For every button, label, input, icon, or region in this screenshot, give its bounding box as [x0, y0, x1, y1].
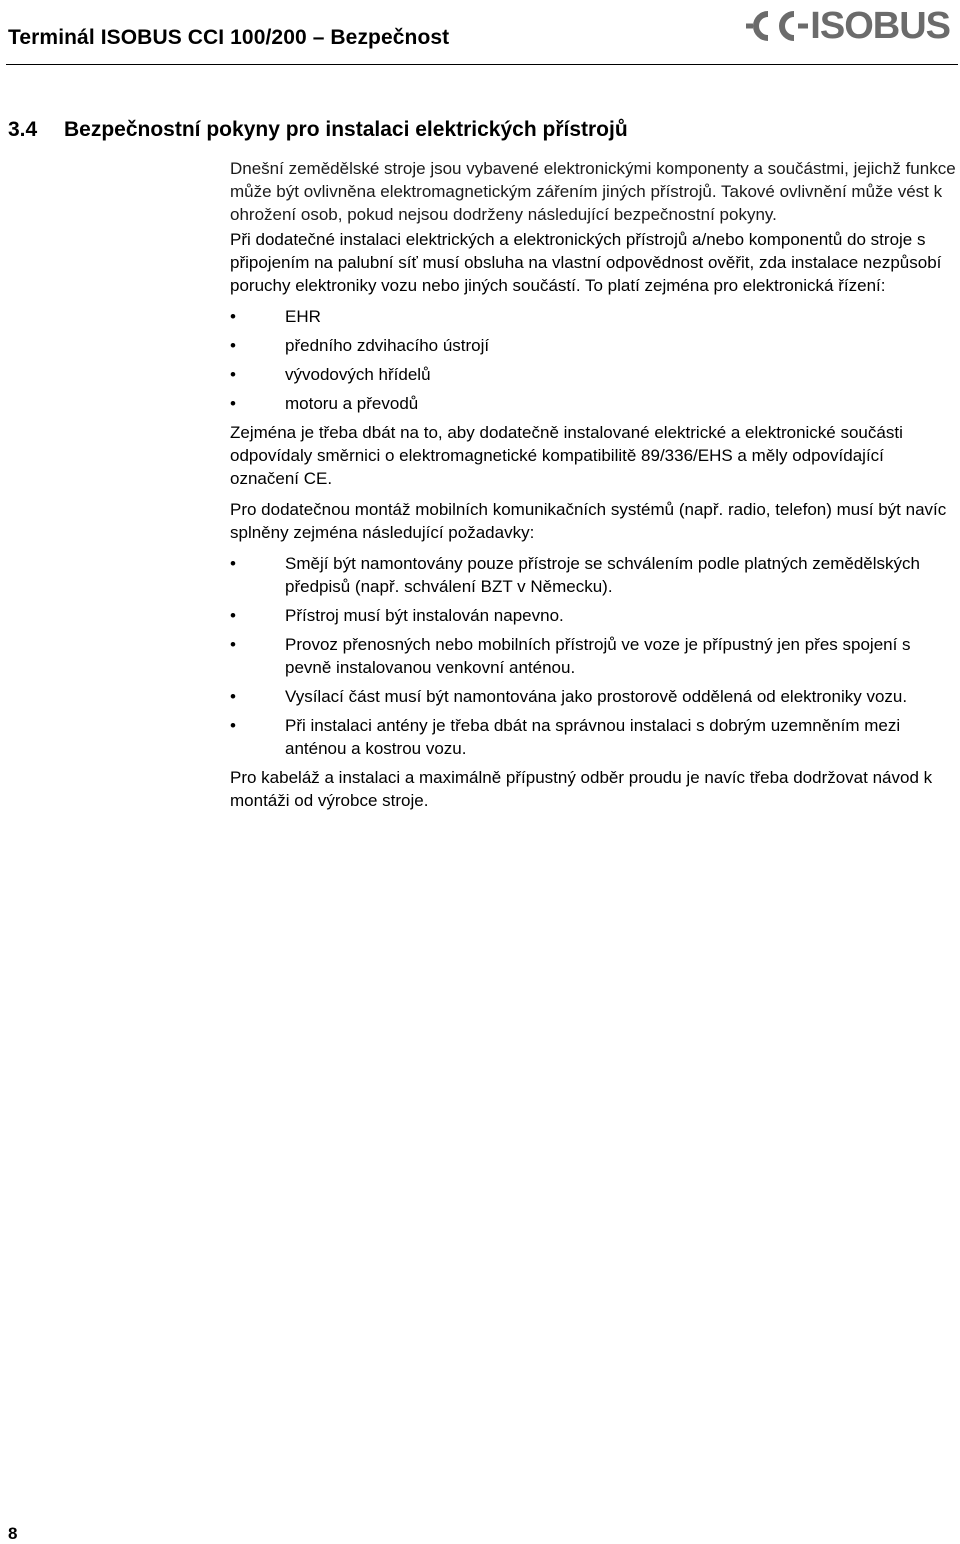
mobile-paragraph: Pro dodatečnou montáž mobilních komunikačních systémů (např. radio, telefon) musí být navíc splněny zejména následující požadavky:: [230, 500, 947, 542]
installation-paragraph: Při dodatečné instalaci elektrických a elektronických přístrojů a/nebo komponentů do stroje s připojením na palubní síť musí obsluha na vlastní odpovědnost ověřit, zda instalace nezpůsobí poruchy elektroniky vozu nebo jiných součástí. To platí zejména pro elektronická řízení:: [230, 230, 942, 295]
section-title: Bezpečnostní pokyny pro instalaci elektrických přístrojů: [64, 118, 628, 141]
list-item-text: motoru a převodů: [285, 394, 419, 413]
list-item-text: Provoz přenosných nebo mobilních přístrojů ve voze je přípustný jen přes spojení s pevně instalovanou venkovní anténou.: [285, 635, 911, 677]
list-item: [230, 552, 956, 598]
bullet: •: [230, 394, 236, 413]
bullet: •: [230, 687, 236, 706]
page-header: [6, 0, 958, 65]
bullet: •: [230, 554, 236, 573]
list-item-text: Smějí být namontovány pouze přístroje se schválením podle platných zemědělských předpisů (např. schválení BZT v Německu).: [285, 554, 920, 596]
intro-paragraph: Dnešní zemědělské stroje jsou vybavené elektronickými komponenty a součástmi, jejichž funkce může být ovlivněna elektromagnetickým zářením jiných přístrojů. Takové ovlivnění může vést k ohrožení osob, pokud nejsou dodrženy následující bezpečnostní pokyny.: [230, 159, 956, 224]
section-body: [230, 157, 956, 820]
list-item: [230, 305, 956, 328]
cc-logo-icon: [746, 9, 808, 43]
list-item: [230, 604, 956, 627]
closing-paragraph: Pro kabeláž a instalaci a maximálně přípustný odběr proudu je navíc třeba dodržovat návod k montáži od výrobce stroje.: [230, 768, 933, 810]
list-item: [230, 334, 956, 357]
list-item-text: Vysílací část musí být namontována jako prostorově oddělená od elektroniky vozu.: [285, 687, 908, 706]
list-item-text: Přístroj musí být instalován napevno.: [285, 606, 564, 625]
document-title: Terminál ISOBUS CCI 100/200 – Bezpečnost: [8, 26, 450, 49]
section-number: 3.4: [8, 118, 38, 141]
bullet: •: [230, 307, 236, 326]
requirements-list: [230, 552, 956, 760]
controls-list: [230, 305, 956, 415]
list-item-text: EHR: [285, 307, 321, 326]
list-item: [230, 633, 956, 679]
list-item: [230, 685, 956, 708]
directive-paragraph: Zejména je třeba dbát na to, aby dodatečně instalované elektrické a elektronické součásti odpovídaly směrnici o elektromagnetické kompatibilitě 89/336/EHS a měly odpovídající označení CE.: [230, 423, 903, 488]
bullet: •: [230, 336, 236, 355]
list-item-text: Při instalaci antény je třeba dbát na správnou instalaci s dobrým uzemněním mezi anténou a kostrou vozu.: [285, 716, 901, 758]
list-item: [230, 714, 956, 760]
bullet: •: [230, 365, 236, 384]
list-item: [230, 392, 956, 415]
bullet: •: [230, 606, 236, 625]
logo-text: ISOBUS: [810, 5, 950, 47]
section-heading: [8, 118, 628, 142]
list-item: [230, 363, 956, 386]
list-item-text: předního zdvihacího ústrojí: [285, 336, 490, 355]
bullet: •: [230, 716, 236, 735]
cci-isobus-logo: [746, 6, 950, 46]
bullet: •: [230, 635, 236, 654]
list-item-text: vývodových hřídelů: [285, 365, 431, 384]
page-number: 8: [8, 1524, 18, 1543]
